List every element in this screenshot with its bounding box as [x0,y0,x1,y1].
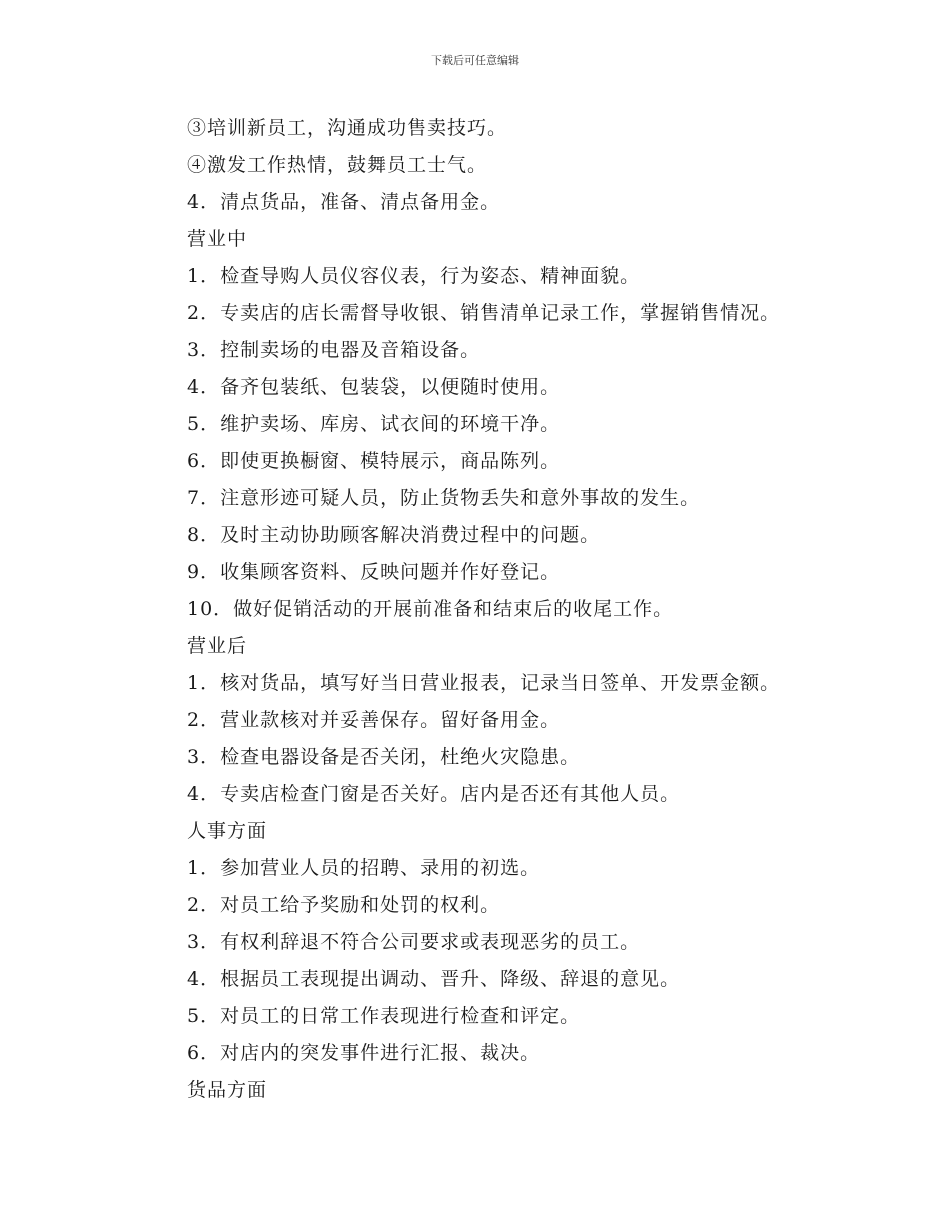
section-heading-goods: 货品方面 [187,1079,268,1101]
list-item: 3．控制卖场的电器及音箱设备。 [187,339,481,361]
list-item: 1．参加营业人员的招聘、录用的初选。 [187,857,541,879]
list-item: 3．有权利辞退不符合公司要求或表现恶劣的员工。 [187,931,641,953]
list-item: 8．及时主动协助顾客解决消费过程中的问题。 [187,524,601,546]
list-item: 5．维护卖场、库房、试衣间的环境干净。 [187,413,561,435]
list-item: 4．备齐包装纸、包装袋，以便随时使用。 [187,376,561,398]
list-item: 4．清点货品，准备、清点备用金。 [187,191,501,213]
section-heading-after-business: 营业后 [187,635,248,657]
list-item: 10．做好促销活动的开展前准备和结束后的收尾工作。 [187,598,674,620]
list-item: 2．专卖店的店长需督导收银、销售清单记录工作，掌握销售情况。 [187,302,781,324]
list-item: 4．根据员工表现提出调动、晋升、降级、辞退的意见。 [187,968,681,990]
list-item: 1．核对货品，填写好当日营业报表，记录当日签单、开发票金额。 [187,672,781,694]
list-item: 1．检查导购人员仪容仪表，行为姿态、精神面貌。 [187,265,641,287]
list-item: 7．注意形迹可疑人员，防止货物丢失和意外事故的发生。 [187,487,701,509]
list-item: 2．对员工给予奖励和处罚的权利。 [187,894,501,916]
section-heading-personnel: 人事方面 [187,820,268,842]
list-item: 6．即使更换橱窗、模特展示，商品陈列。 [187,450,561,472]
list-item: 3．检查电器设备是否关闭，杜绝火灾隐患。 [187,746,581,768]
list-item: ③培训新员工，沟通成功售卖技巧。 [187,117,508,139]
list-item: 6．对店内的突发事件进行汇报、裁决。 [187,1042,541,1064]
list-item: 9．收集顾客资料、反映问题并作好登记。 [187,561,561,583]
page-header: 下载后可任意编辑 [431,54,519,67]
list-item: 5．对员工的日常工作表现进行检查和评定。 [187,1005,581,1027]
list-item: 2．营业款核对并妥善保存。留好备用金。 [187,709,561,731]
document-body [187,110,887,1109]
list-item: 4．专卖店检查门窗是否关好。店内是否还有其他人员。 [187,783,681,805]
list-item: ④激发工作热情，鼓舞员工士气。 [187,154,488,176]
section-heading-during-business: 营业中 [187,228,248,250]
